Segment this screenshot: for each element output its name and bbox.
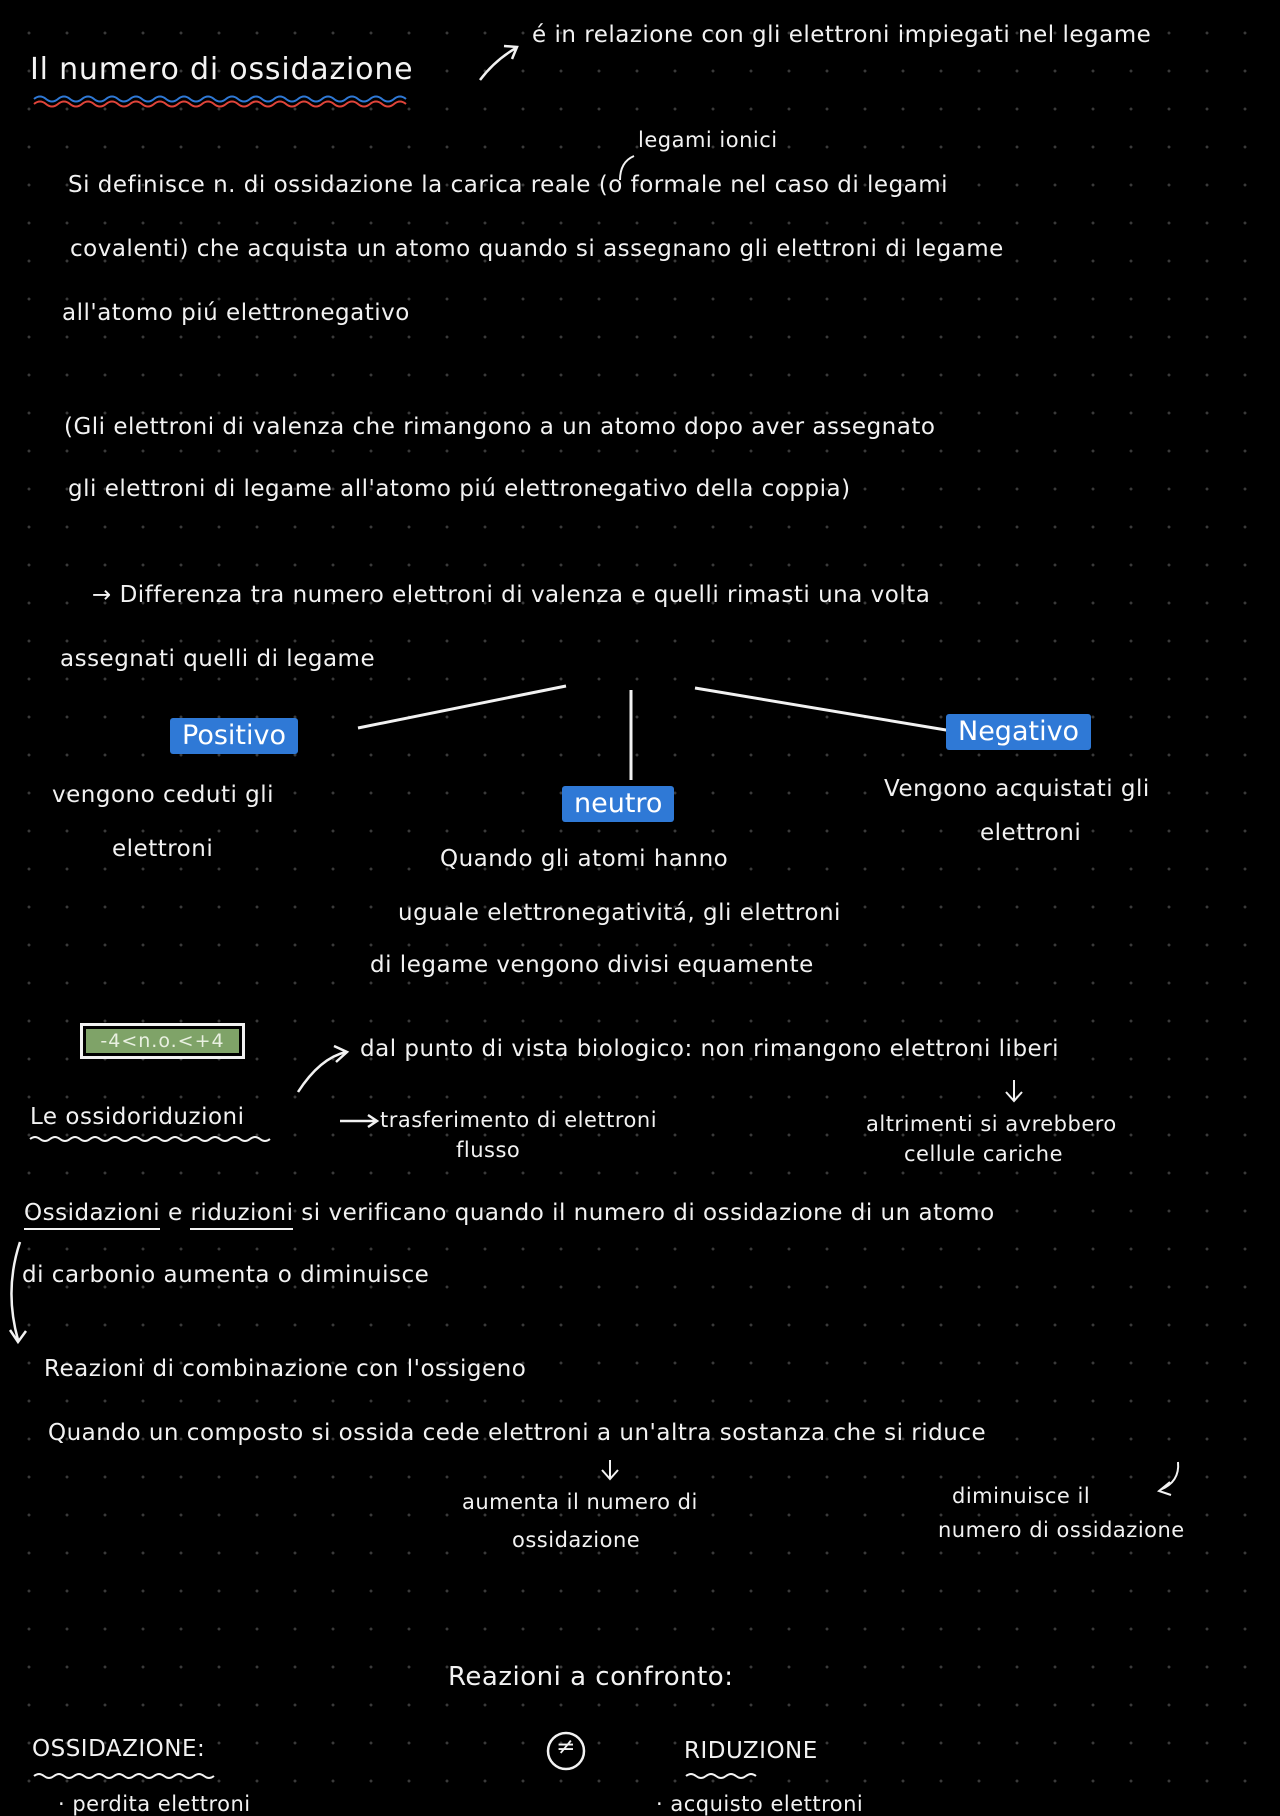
oxidation-item: · perdita elettroni: [58, 1792, 251, 1816]
and-word: e: [167, 1200, 183, 1226]
page-title: [30, 52, 413, 87]
else-line-2: cellule cariche: [904, 1142, 1064, 1166]
reduction-word: riduzioni: [190, 1200, 293, 1230]
biological-arrow: [298, 1052, 346, 1092]
title-blue-wave: [34, 97, 406, 102]
title-red-wave: [34, 102, 406, 107]
difference-arrow: →: [92, 582, 112, 608]
definition-line-2: covalenti) che acquista un atomo quando si assegnano gli elettroni di legame: [70, 236, 1004, 262]
sentence-rest: si verificano quando il numero di ossidazione di un atomo: [301, 1200, 995, 1226]
else-down-arrow: [1006, 1080, 1022, 1101]
paren-line-1: (Gli elettroni di valenza che rimangono a un atomo dopo aver assegnato: [64, 414, 936, 440]
title-arrow: [480, 48, 516, 80]
branch-line-negative: [695, 688, 952, 731]
difference-line-1: [92, 582, 930, 608]
oxidation-heading: OSSIDAZIONE:: [32, 1736, 206, 1762]
positive-desc-1: vengono ceduti gli: [52, 782, 275, 808]
neutral-desc-2: uguale elettronegativitá, gli elettroni: [398, 900, 841, 926]
increase-line-1: aumenta il numero di: [462, 1490, 698, 1514]
oxidation-word: Ossidazioni: [24, 1200, 160, 1230]
increase-line-2: ossidazione: [512, 1528, 641, 1552]
ionic-note: legami ionici: [638, 128, 778, 152]
range-box: [80, 1023, 245, 1059]
definition-line-3: all'atomo piú elettronegativo: [62, 300, 410, 326]
reduction-item: · acquisto elettroni: [656, 1792, 864, 1816]
redox-label: Le ossidoriduzioni: [30, 1104, 245, 1130]
combination-text: Reazioni di combinazione con l'ossigeno: [44, 1356, 527, 1382]
comparison-title: Reazioni a confronto:: [448, 1662, 734, 1692]
reduction-heading: RIDUZIONE: [684, 1738, 818, 1764]
reduction-wave: [686, 1774, 756, 1778]
difference-line-2: assegnati quelli di legame: [60, 646, 376, 672]
decrease-arrow: [1159, 1462, 1178, 1495]
bracket-curve: [10, 1242, 26, 1342]
transfer-text: trasferimento di elettroni: [380, 1108, 658, 1132]
decrease-line-1: diminuisce il: [952, 1484, 1091, 1508]
neutral-desc-3: di legame vengono divisi equamente: [370, 952, 814, 978]
positive-desc-2: elettroni: [112, 836, 214, 862]
increase-arrow: [602, 1460, 618, 1479]
transfer-arrow: [340, 1115, 377, 1127]
negative-desc-1: Vengono acquistati gli: [884, 776, 1150, 802]
difference-text: Differenza tra numero elettroni di valenza e quelli rimasti una volta: [119, 582, 931, 608]
biological-note: dal punto di vista biologico: non rimangono elettroni liberi: [360, 1036, 1060, 1062]
not-equal-symbol: ≠: [556, 1734, 576, 1760]
neutral-label: neutro: [562, 786, 674, 822]
title-note: é in relazione con gli elettroni impiegati nel legame: [532, 22, 1152, 48]
positive-label: Positivo: [170, 718, 298, 754]
compound-text: Quando un composto si ossida cede elettroni a un'altra sostanza che si riduce: [48, 1420, 987, 1446]
redox-sentence-line-2: di carbonio aumenta o diminuisce: [22, 1262, 430, 1288]
redox-sentence-line-1: [24, 1200, 995, 1226]
negative-desc-2: elettroni: [980, 820, 1082, 846]
oxidation-wave: [34, 1774, 214, 1778]
negative-label: Negativo: [946, 714, 1091, 750]
redox-wave: [30, 1137, 270, 1141]
else-line-1: altrimenti si avrebbero: [866, 1112, 1117, 1136]
page-title-text: Il numero di ossidazione: [30, 52, 414, 87]
flux-text: flusso: [456, 1138, 521, 1162]
branch-line-positive: [358, 686, 566, 728]
neutral-desc-1: Quando gli atomi hanno: [440, 846, 729, 872]
definition-line-1: Si definisce n. di ossidazione la carica reale (o formale nel caso di legami: [68, 172, 949, 198]
decrease-line-2: numero di ossidazione: [938, 1518, 1185, 1542]
paren-line-2: gli elettroni di legame all'atomo piú elettronegativo della coppia): [68, 476, 851, 502]
range-box-text: -4<n.o.<+4: [86, 1029, 239, 1053]
